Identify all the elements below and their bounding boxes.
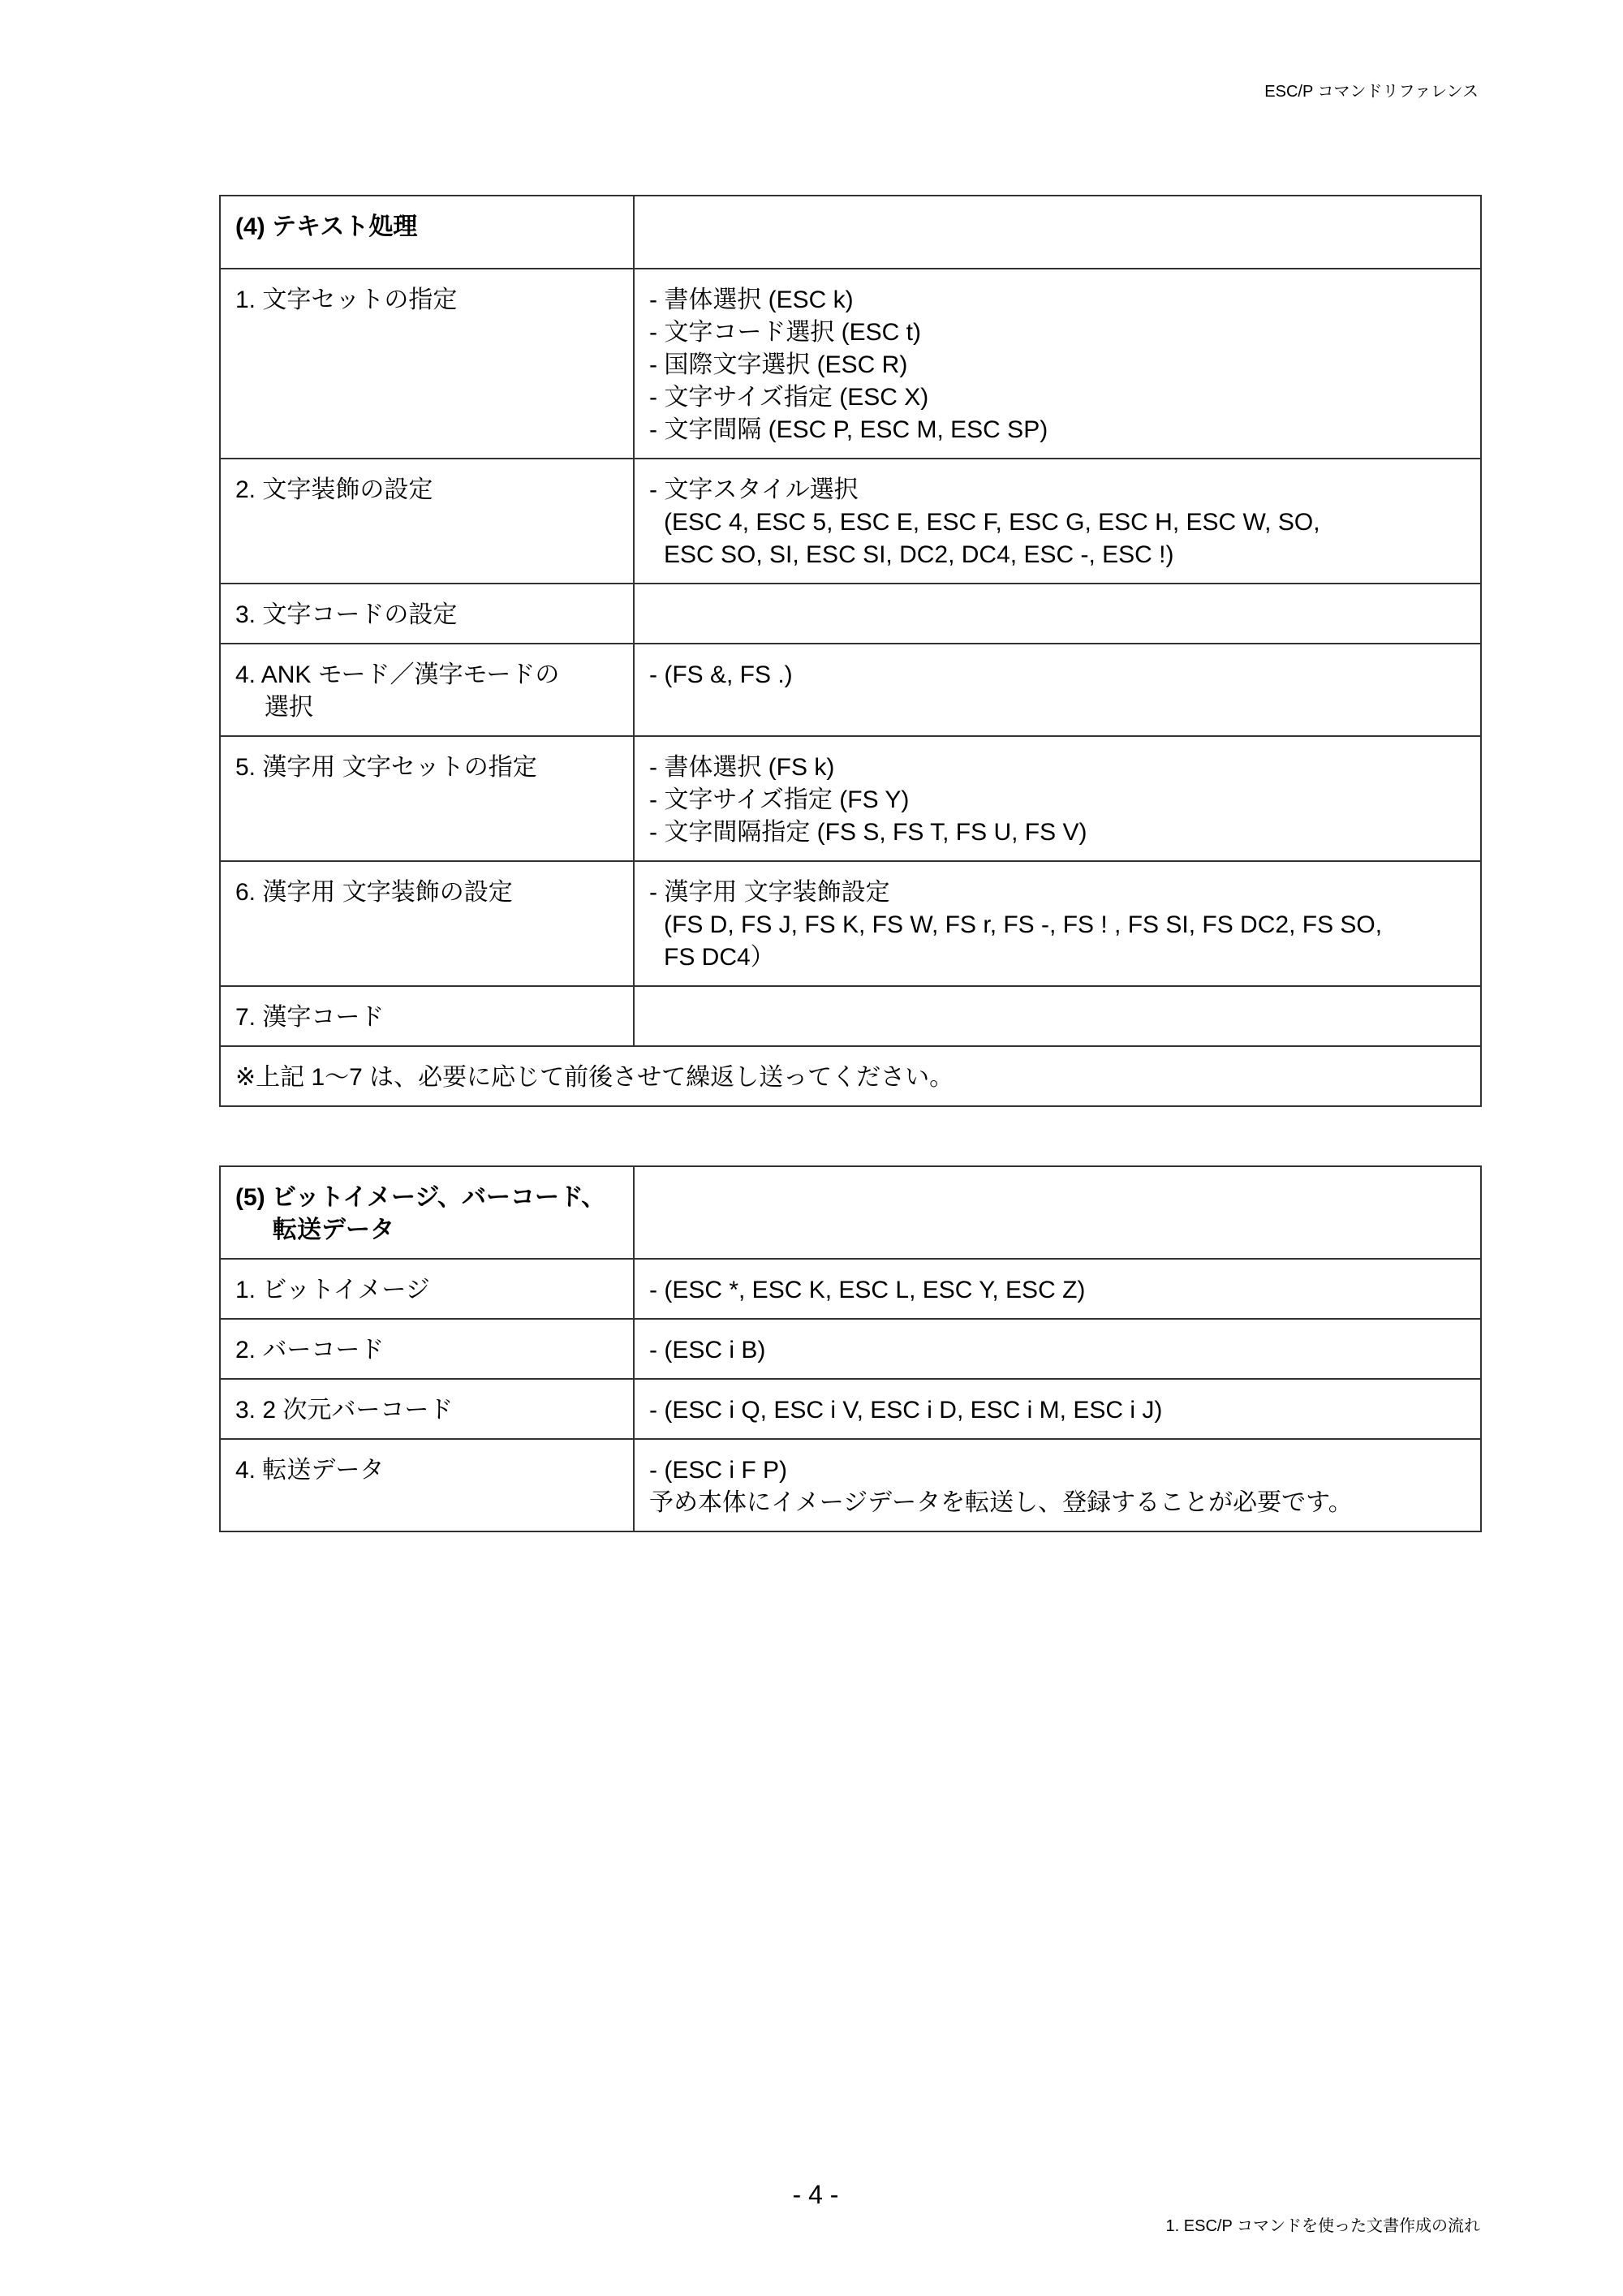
list-item: - 文字サイズ指定 (FS Y) — [649, 786, 910, 813]
text-processing-table — [219, 195, 1482, 1107]
table-row — [220, 986, 1481, 1046]
table-row — [220, 459, 1481, 584]
table-row — [220, 584, 1481, 644]
table-row — [220, 269, 1481, 459]
list-item-continuation: (FS D, FS J, FS K, FS W, FS r, FS -, FS ! , FS SI, FS DC2, FS SO, — [664, 911, 1383, 938]
row-label — [220, 644, 634, 736]
list-item: - 文字サイズ指定 (ESC X) — [649, 384, 929, 411]
list-item-continuation: FS DC4） — [664, 944, 775, 971]
row-content — [634, 1379, 1481, 1439]
row-label: 2. バーコード — [220, 1319, 634, 1379]
list-item: 予め本体にイメージデータを転送し、登録することが必要です。 — [649, 1489, 1353, 1516]
empty-cell — [634, 196, 1481, 269]
list-item: - (ESC i F P) — [649, 1457, 787, 1484]
bitimage-barcode-table — [219, 1165, 1482, 1532]
section-title-line: 転送データ — [273, 1217, 394, 1243]
row-content — [634, 1439, 1481, 1531]
running-header: ESC/P コマンドリファレンス — [1264, 83, 1479, 101]
section-title: (4) テキスト処理 — [220, 196, 634, 269]
list-item: - 文字間隔 (ESC P, ESC M, ESC SP) — [649, 416, 1048, 443]
row-content — [634, 861, 1481, 986]
list-item: - (ESC i B) — [649, 1337, 766, 1363]
empty-cell — [634, 1166, 1481, 1259]
table-row — [220, 1439, 1481, 1531]
table-row — [220, 1319, 1481, 1379]
row-content — [634, 1319, 1481, 1379]
list-item-continuation: ESC SO, SI, ESC SI, DC2, DC4, ESC -, ESC !) — [664, 541, 1174, 568]
row-content — [634, 736, 1481, 861]
table-note-row — [220, 1046, 1481, 1106]
list-item: - 文字コード選択 (ESC t) — [649, 319, 921, 346]
row-label: 1. 文字セットの指定 — [220, 269, 634, 459]
table-row — [220, 644, 1481, 736]
row-label-line: 選択 — [265, 694, 313, 721]
table-header-row — [220, 1166, 1481, 1259]
list-item: - 文字スタイル選択 — [649, 476, 859, 503]
row-label: 3. 文字コードの設定 — [220, 584, 634, 644]
table-row — [220, 1379, 1481, 1439]
list-item-continuation: (ESC 4, ESC 5, ESC E, ESC F, ESC G, ESC H, ESC W, SO, — [664, 509, 1320, 536]
list-item: - 漢字用 文字装飾設定 — [649, 879, 890, 906]
row-content — [634, 459, 1481, 584]
table-note: ※上記 1〜7 は、必要に応じて前後させて繰返し送ってください。 — [220, 1046, 1481, 1106]
list-item: - 国際文字選択 (ESC R) — [649, 351, 908, 378]
row-content — [634, 269, 1481, 459]
empty-cell — [634, 986, 1481, 1046]
row-content — [634, 644, 1481, 736]
list-item: - (ESC *, ESC K, ESC L, ESC Y, ESC Z) — [649, 1277, 1086, 1303]
list-item: - (FS &, FS .) — [649, 661, 793, 688]
table-row — [220, 736, 1481, 861]
row-label: 2. 文字装飾の設定 — [220, 459, 634, 584]
row-label: 1. ビットイメージ — [220, 1259, 634, 1319]
row-label-line: 4. ANK モード／漢字モードの — [235, 661, 560, 688]
row-label: 3. 2 次元バーコード — [220, 1379, 634, 1439]
running-footer: 1. ESC/P コマンドを使った文書作成の流れ — [1165, 2217, 1480, 2235]
list-item: - 文字間隔指定 (FS S, FS T, FS U, FS V) — [649, 819, 1087, 846]
section-title — [220, 1166, 634, 1259]
table-row — [220, 861, 1481, 986]
row-label: 6. 漢字用 文字装飾の設定 — [220, 861, 634, 986]
row-label: 7. 漢字コード — [220, 986, 634, 1046]
table-header-row — [220, 196, 1481, 269]
list-item: - 書体選択 (FS k) — [649, 754, 835, 781]
table-row — [220, 1259, 1481, 1319]
row-content — [634, 1259, 1481, 1319]
list-item: - (ESC i Q, ESC i V, ESC i D, ESC i M, ESC i J) — [649, 1397, 1163, 1424]
row-label: 4. 転送データ — [220, 1439, 634, 1531]
list-item: - 書体選択 (ESC k) — [649, 286, 854, 313]
row-label: 5. 漢字用 文字セットの指定 — [220, 736, 634, 861]
empty-cell — [634, 584, 1481, 644]
page-number: - 4 - — [792, 2180, 839, 2209]
section-title-line: (5) ビットイメージ、バーコード、 — [235, 1184, 606, 1211]
